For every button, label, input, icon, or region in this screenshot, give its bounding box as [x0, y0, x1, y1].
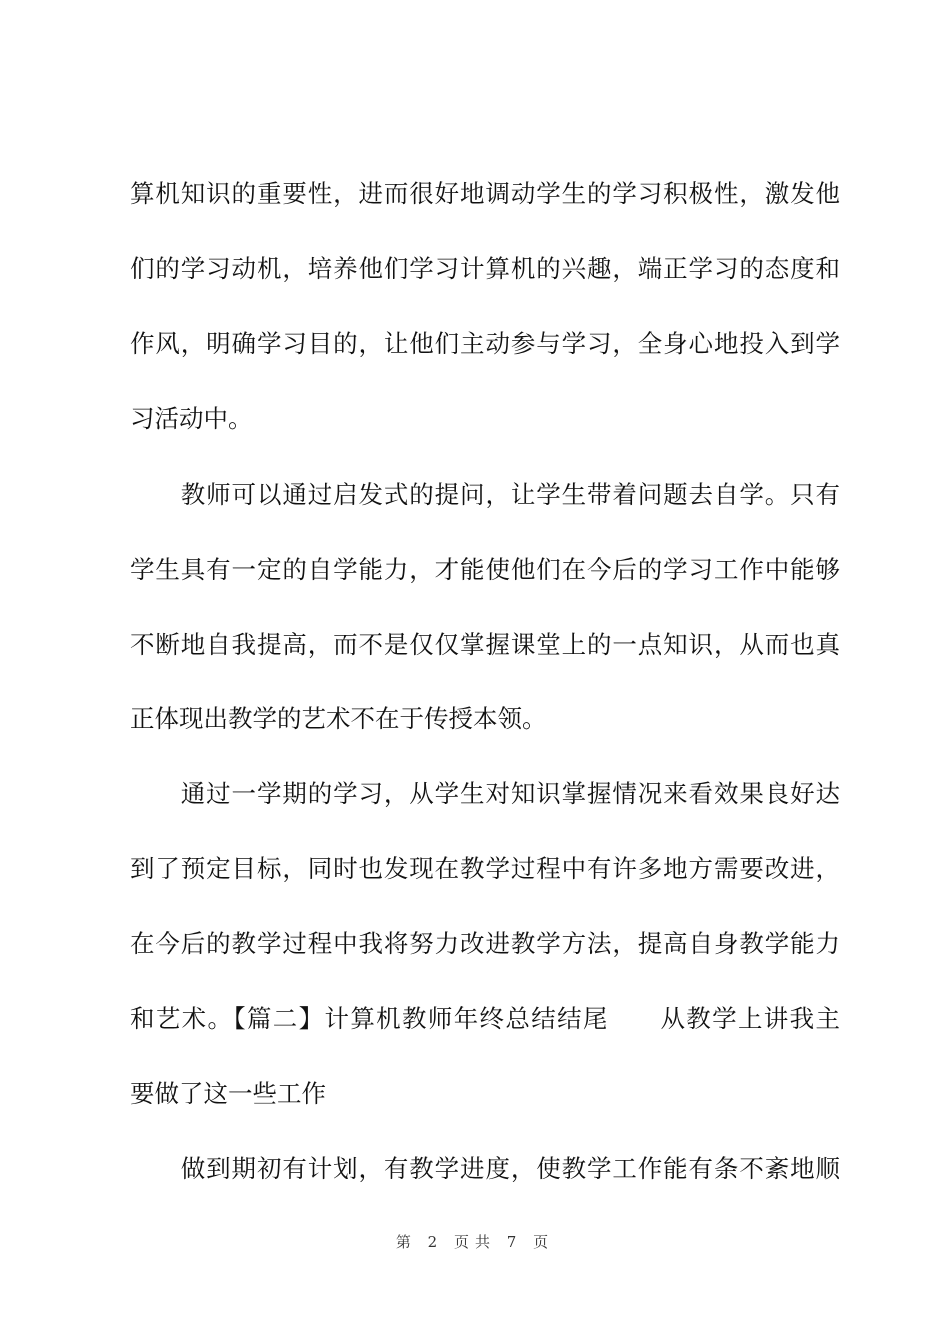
- text-line: 算机知识的重要性，进而很好地调动学生的学习积极性，激发他: [130, 179, 840, 208]
- text-line: 到了预定目标，同时也发现在教学过程中有许多地方需要改进，: [130, 854, 840, 883]
- text-line: 和艺术。【篇二】计算机教师年终总结结尾 从教学上讲我主: [130, 1004, 840, 1033]
- text-line: 通过一学期的学习，从学生对知识掌握情况来看效果良好达: [130, 779, 840, 808]
- text-line: 们的学习动机，培养他们学习计算机的兴趣，端正学习的态度和: [130, 254, 840, 283]
- text-line: 正体现出教学的艺术不在于传授本领。: [130, 704, 547, 733]
- text-line: 作风，明确学习目的，让他们主动参与学习，全身心地投入到学: [130, 329, 840, 358]
- text-line: 在今后的教学过程中我将努力改进教学方法，提高自身教学能力: [130, 929, 840, 958]
- text-line: 要做了这一些工作: [130, 1079, 326, 1108]
- text-line: 做到期初有计划，有教学进度，使教学工作能有条不紊地顺: [130, 1154, 840, 1183]
- page-number-footer: 第 2 页共 7 页: [395, 1233, 555, 1251]
- text-line: 教师可以通过启发式的提问，让学生带着问题去自学。只有: [130, 480, 840, 509]
- text-line: 学生具有一定的自学能力，才能使他们在今后的学习工作中能够: [130, 555, 840, 584]
- text-line: 习活动中。: [130, 404, 253, 433]
- text-line: 不断地自我提高，而不是仅仅掌握课堂上的一点知识，从而也真: [130, 630, 840, 659]
